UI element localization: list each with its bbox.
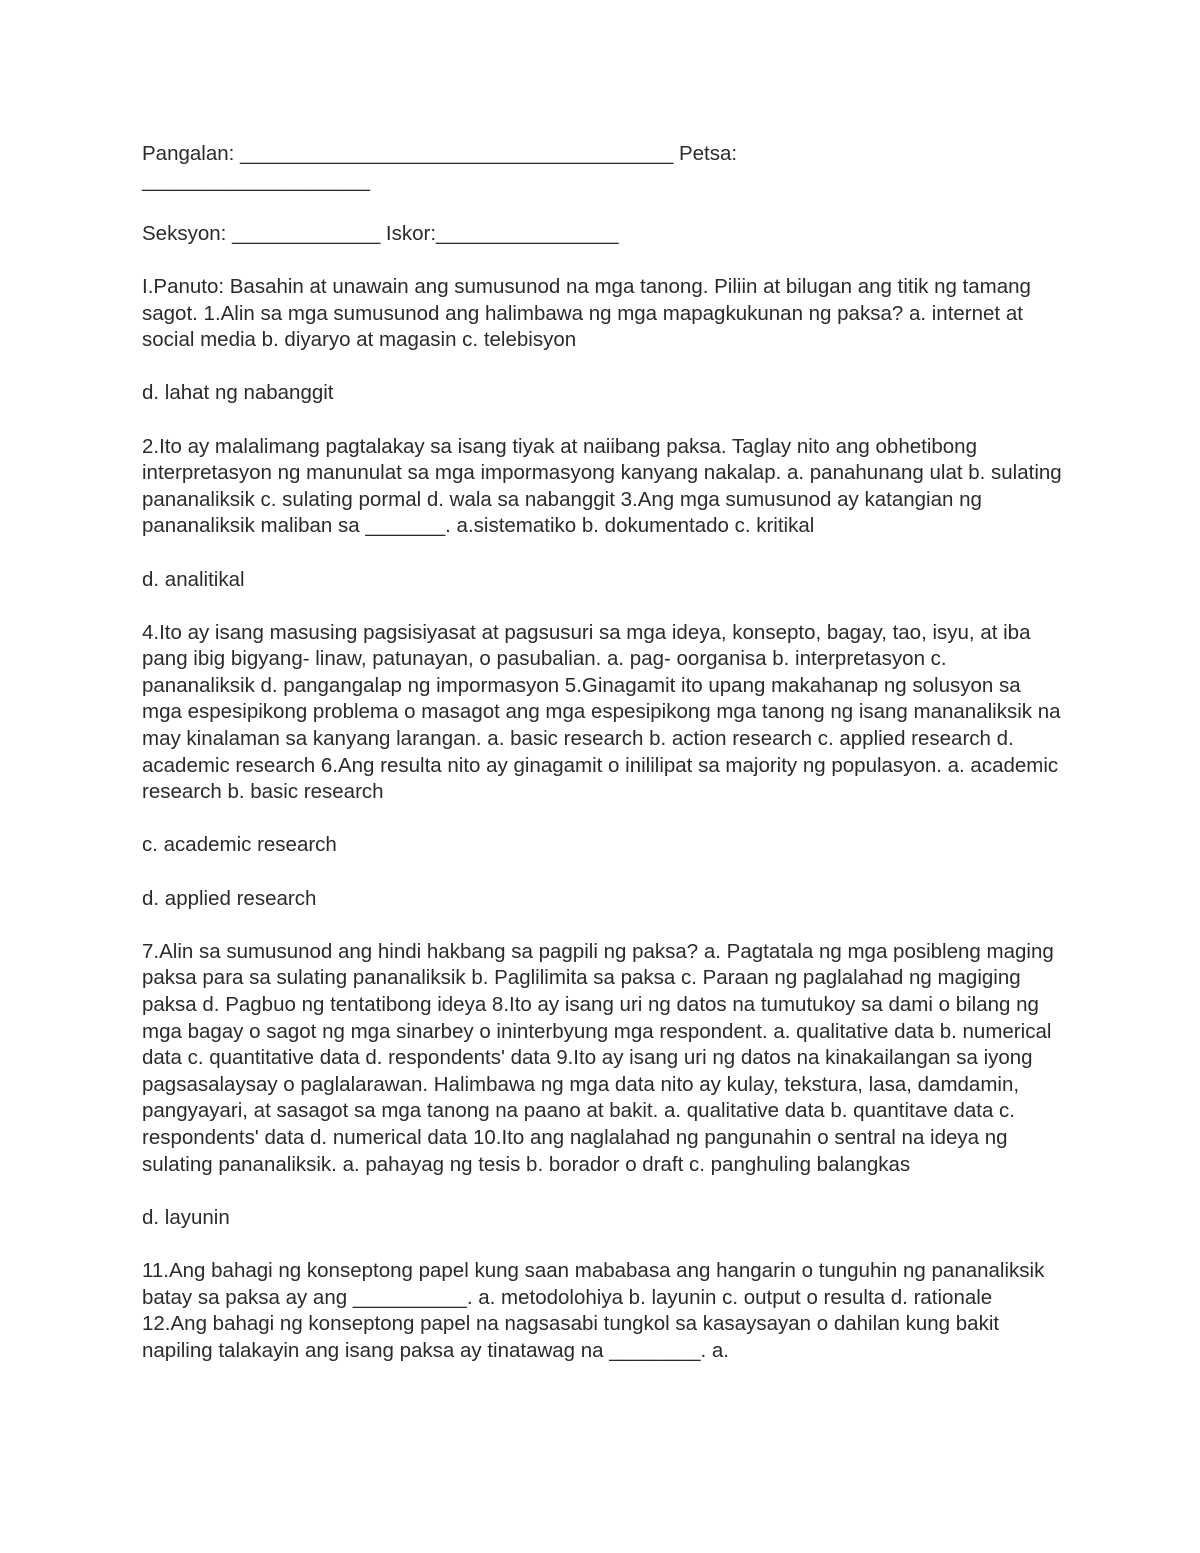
question-paragraph: 11.Ang bahagi ng konseptong papel kung saan mababasa ang hangarin o tunguhin ng pananaliksik batay sa paksa ay ang __________. a. metodolohiya b. layunin c. output o resulta d. rationale 12.Ang bahagi ng konseptong papel na nagsasabi tungkol sa kasaysayan o dahilan kung bakit napiling talakayin ang isang paksa ay tinatawag na ________. a.	[142, 1258, 1045, 1362]
question-option: d. analitikal	[142, 567, 245, 591]
question-option: d. lahat ng nabanggit	[142, 381, 334, 405]
worksheet-page	[142, 141, 1062, 1391]
name-date-line: Pangalan: ______________________________________ Petsa:	[142, 142, 738, 165]
question-option: d. layunin	[142, 1205, 230, 1229]
date-blank-line: ____________________	[142, 168, 371, 192]
question-paragraph: 4.Ito ay isang masusing pagsisiyasat at pagsusuri sa mga ideya, konsepto, bagay, tao, isyu, at iba pang ibig bigyang- linaw, patunayan, o pasubalian. a. pag- oorganisa b. interpretasyon c. pananaliksik d. pangangalap ng impormasyon 5.Ginagamit ito upang makahanap ng solusyon sa mga espesipikong problema o masagot ang mga espesipikong mga tanong ng isang mananaliksik na may kinalaman sa kanyang larangan. a. basic research b. action research c. applied research d. academic research 6.Ang resulta nito ay ginagamit o inililipat sa majority ng populasyon. a. academic research b. basic research	[142, 620, 1061, 804]
header-section-score	[142, 221, 1062, 248]
question-option: d. applied research	[142, 886, 317, 910]
question-paragraph: 7.Alin sa sumusunod ang hindi hakbang sa pagpili ng paksa? a. Pagtatala ng mga posibleng maging paksa para sa sulating pananaliksik b. Paglilimita sa paksa c. Paraan ng paglalahad ng magiging paksa d. Pagbuo ng tentatibong ideya 8.Ito ay isang uri ng datos na tumutukoy sa dami o bilang ng mga bagay o sagot ng mga sinarbey o ininterbyung mga respondent. a. qualitative data b. numerical data c. quantitative data d. respondents' data 9.Ito ay isang uri ng datos na kinakailangan sa iyong pagsasalaysay o paglalarawan. Halimbawa ng mga data nito ay kulay, tekstura, lasa, damdamin, pangyayari, at sasagot sa mga tanong na paano at bakit. a. qualitative data b. quantitave data c. respondents' data d. numerical data 10.Ito ang naglalahad ng pangunahin o sentral na ideya ng sulating pananaliksik. a. pahayag ng tesis b. borador o draft c. panghuling balangkas	[142, 939, 1054, 1176]
question-paragraph: 2.Ito ay malalimang pagtalakay sa isang tiyak at naiibang paksa. Taglay nito ang obhetibong interpretasyon ng manunulat sa mga impormasyong kanyang nakalap. a. panahunang ulat b. sulating pananaliksik c. sulating pormal d. wala sa nabanggit 3.Ang mga sumusunod ay katangian ng pananaliksik maliban sa _______. a.sistematiko b. dokumentado c. kritikal	[142, 434, 1062, 538]
section-score-line: Seksyon: _____________ Iskor:________________	[142, 221, 619, 245]
header-name-date	[142, 141, 1062, 194]
question-option: c. academic research	[142, 833, 337, 857]
instructions-paragraph: I.Panuto: Basahin at unawain ang sumusunod na mga tanong. Piliin at bilugan ang titik ng tamang sagot. 1.Alin sa mga sumusunod ang halimbawa ng mga mapagkukunan ng paksa? a. internet at social media b. diyaryo at magasin c. telebisyon	[142, 274, 1031, 352]
